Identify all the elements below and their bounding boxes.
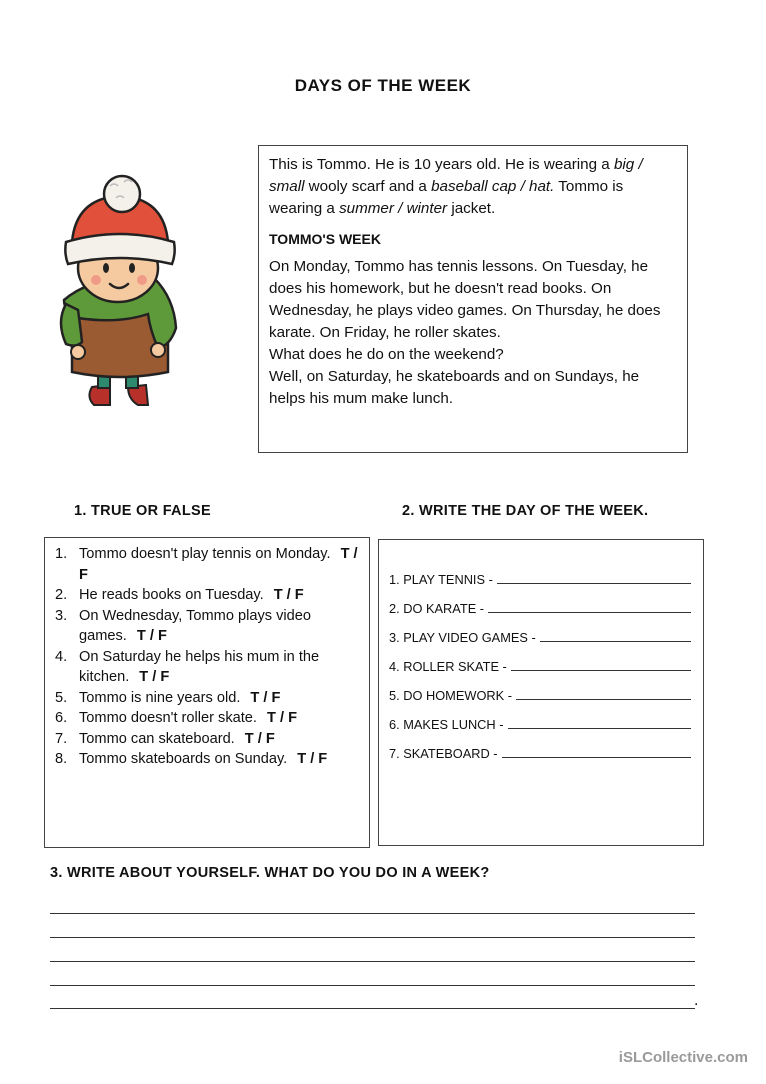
item-text: Tommo doesn't play tennis on Monday. [79,546,331,562]
story-week-title: TOMMO'S WEEK [269,231,381,247]
write-day-label: 4. ROLLER SKATE - [389,659,507,674]
write-day-item [389,587,691,616]
answer-line[interactable] [488,612,691,613]
write-day-item [389,703,691,732]
true-false-item [55,688,359,709]
story-choice: summer / winter [339,200,448,217]
story-body: On Monday, Tommo has tennis lessons. On Tuesday, he does his homework, but he doesn't read books. On Wednesday, he plays video games. On Thursday, he does karate. On Friday, he roller skates. [269,258,661,341]
write-day-label: 2. DO KARATE - [389,601,485,616]
item-number: 5. [55,689,68,706]
footer-watermark: iSLCollective.com [618,1049,748,1066]
true-false-list [55,544,359,770]
story-question: What does he do on the weekend? [269,346,504,363]
section1-heading: 1. TRUE OR FALSE [74,503,211,519]
write-day-item [389,645,691,674]
item-body [79,585,304,606]
item-number: 6. [55,710,68,726]
writing-end-mark: . [694,992,699,1009]
answer-line[interactable] [508,728,692,729]
true-false-box [44,537,370,848]
item-text: On Wednesday, Tommo plays video games. [79,607,311,644]
answer-line[interactable] [540,641,691,642]
true-false-choice[interactable]: T / F [266,710,297,726]
item-number: 7. [55,730,68,747]
write-day-item [389,732,691,761]
story-text: wooly scarf and a [304,178,432,195]
true-false-item [55,585,359,606]
story-text: jacket. [447,200,496,217]
item-text: Tommo skateboards on Sunday. [79,751,288,767]
item-number: 3. [55,607,68,624]
write-day-label: 6. MAKES LUNCH - [389,717,504,732]
item-number: 1. [55,546,68,562]
story-choice: baseball cap / hat. [431,178,555,195]
write-day-label: 1. PLAY TENNIS - [389,572,493,587]
page-title: DAYS OF THE WEEK [294,76,472,95]
writing-line[interactable] [50,913,695,914]
story-text: This is Tommo. He is 10 years old. He is wearing a [269,156,614,173]
write-day-label: 3. PLAY VIDEO GAMES - [389,630,536,645]
story-intro [269,154,677,220]
story-text: Tommo is wearing a [269,178,624,217]
item-body [79,647,359,688]
item-text: He reads books on Tuesday. [79,587,264,603]
true-false-choice[interactable]: T / F [139,669,170,685]
item-text: Tommo can skateboard. [79,730,235,747]
item-number: 8. [55,751,68,767]
write-day-item [389,674,691,703]
true-false-item [55,647,359,688]
story-box [258,145,688,453]
answer-line[interactable] [502,757,691,758]
item-number: 4. [55,648,68,665]
true-false-choice[interactable]: T / F [273,587,304,603]
section2-heading: 2. WRITE THE DAY OF THE WEEK. [402,503,649,519]
story-choice: big / small [269,156,643,195]
tommo-illustration [50,172,190,417]
write-day-item [389,616,691,645]
writing-line[interactable] [50,1008,695,1009]
true-false-item [55,606,359,647]
write-day-list [389,558,691,761]
section3-heading: 3. WRITE ABOUT YOURSELF. WHAT DO YOU DO IN A WEEK? [50,865,490,881]
answer-line[interactable] [497,583,691,584]
item-text: On Saturday he helps his mum in the kitchen. [79,648,320,685]
true-false-item [55,749,359,770]
writing-line[interactable] [50,985,695,986]
writing-line[interactable] [50,937,695,938]
write-day-item [389,558,691,587]
true-false-item [55,729,359,750]
item-body [79,606,359,647]
writing-line[interactable] [50,961,695,962]
item-text: Tommo doesn't roller skate. [79,710,257,726]
answer-line[interactable] [511,670,691,671]
true-false-item [55,544,359,585]
item-body [79,708,297,729]
item-body [79,749,327,770]
answer-line[interactable] [516,699,691,700]
item-body [79,688,280,709]
true-false-choice[interactable]: T / F [79,546,358,583]
true-false-choice[interactable]: T / F [250,689,281,706]
true-false-choice[interactable]: T / F [244,730,275,747]
item-body [79,544,359,585]
item-number: 2. [55,587,68,603]
true-false-item [55,708,359,729]
write-day-box [378,539,704,846]
true-false-choice[interactable]: T / F [136,628,167,644]
story-answer: Well, on Saturday, he skateboards and on Sundays, he helps his mum make lunch. [269,368,640,407]
item-text: Tommo is nine years old. [79,689,241,706]
item-body [79,729,275,750]
true-false-choice[interactable]: T / F [297,751,328,767]
write-day-label: 7. SKATEBOARD - [389,746,498,761]
write-day-label: 5. DO HOMEWORK - [389,688,512,703]
